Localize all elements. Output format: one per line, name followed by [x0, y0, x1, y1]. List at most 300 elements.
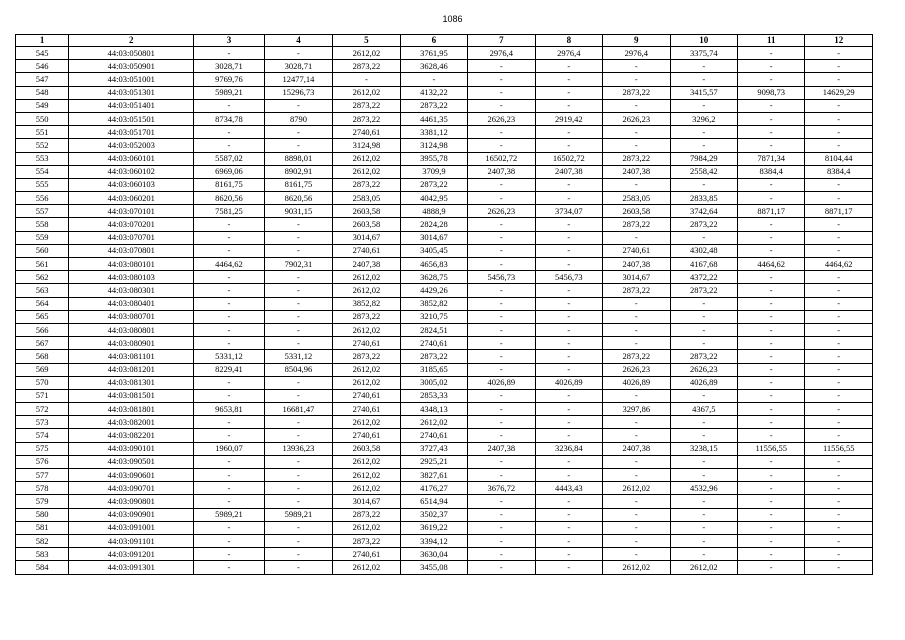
- table-cell: 2873,22: [670, 284, 737, 297]
- table-cell: 44:03:051501: [69, 112, 194, 125]
- table-cell: -: [535, 231, 602, 244]
- table-cell: 554: [16, 165, 69, 178]
- table-cell: 2873,22: [333, 508, 400, 521]
- table-cell: -: [535, 192, 602, 205]
- table-cell: -: [737, 60, 804, 73]
- table-body: [16, 47, 873, 575]
- table-cell: -: [468, 231, 535, 244]
- table-cell: 8898,01: [264, 152, 332, 165]
- table-cell: -: [535, 548, 602, 561]
- table-cell: 3014,67: [400, 231, 467, 244]
- table-cell: -: [805, 521, 873, 534]
- table-cell: 4042,95: [400, 192, 467, 205]
- table-cell: -: [805, 112, 873, 125]
- table-row: [16, 442, 873, 455]
- table-cell: -: [264, 548, 332, 561]
- table-cell: 4026,89: [603, 376, 670, 389]
- table-cell: -: [194, 548, 264, 561]
- table-cell: -: [194, 521, 264, 534]
- table-cell: -: [805, 231, 873, 244]
- table-cell: -: [805, 139, 873, 152]
- table-cell: 2612,02: [603, 561, 670, 574]
- table-cell: -: [737, 455, 804, 468]
- table-cell: 3014,67: [333, 495, 400, 508]
- table-row: [16, 376, 873, 389]
- table-cell: -: [264, 126, 332, 139]
- table-cell: -: [333, 73, 400, 86]
- column-header: 2: [69, 35, 194, 47]
- table-cell: -: [194, 495, 264, 508]
- table-cell: 2873,22: [333, 310, 400, 323]
- table-cell: 3210,75: [400, 310, 467, 323]
- table-row: [16, 73, 873, 86]
- table-cell: 44:03:070801: [69, 244, 194, 257]
- table-cell: 1960,07: [194, 442, 264, 455]
- table-cell: 44:03:060101: [69, 152, 194, 165]
- table-cell: 2612,02: [333, 323, 400, 336]
- table-cell: 3394,12: [400, 534, 467, 547]
- table-cell: 563: [16, 284, 69, 297]
- table-cell: 44:03:081501: [69, 389, 194, 402]
- table-cell: -: [194, 416, 264, 429]
- table-cell: 580: [16, 508, 69, 521]
- table-cell: 4372,22: [670, 271, 737, 284]
- table-cell: -: [535, 508, 602, 521]
- table-cell: -: [194, 284, 264, 297]
- table-cell: -: [737, 323, 804, 336]
- table-cell: 3124,98: [400, 139, 467, 152]
- table-cell: 8620,56: [194, 192, 264, 205]
- table-cell: 7871,34: [737, 152, 804, 165]
- table-cell: -: [805, 297, 873, 310]
- table-cell: -: [264, 284, 332, 297]
- table-cell: -: [805, 310, 873, 323]
- table-cell: -: [264, 337, 332, 350]
- table-cell: -: [737, 271, 804, 284]
- table-cell: 2740,61: [333, 389, 400, 402]
- table-cell: 3185,65: [400, 363, 467, 376]
- table-cell: 6514,94: [400, 495, 467, 508]
- table-cell: -: [468, 337, 535, 350]
- table-cell: 13936,23: [264, 442, 332, 455]
- table-cell: -: [670, 455, 737, 468]
- table-cell: -: [737, 73, 804, 86]
- table-cell: -: [264, 416, 332, 429]
- table-cell: 4656,83: [400, 258, 467, 271]
- table-cell: -: [603, 455, 670, 468]
- table-cell: -: [264, 469, 332, 482]
- table-cell: -: [603, 416, 670, 429]
- table-cell: -: [603, 73, 670, 86]
- table-cell: -: [603, 469, 670, 482]
- table-cell: 2612,02: [333, 363, 400, 376]
- table-cell: -: [535, 323, 602, 336]
- table-cell: 44:03:051301: [69, 86, 194, 99]
- table-row: [16, 495, 873, 508]
- table-cell: 3005,02: [400, 376, 467, 389]
- table-cell: -: [603, 429, 670, 442]
- table-cell: 2740,61: [333, 429, 400, 442]
- table-row: [16, 403, 873, 416]
- table-cell: -: [264, 231, 332, 244]
- column-header: 1: [16, 35, 69, 47]
- table-cell: 3014,67: [603, 271, 670, 284]
- table-cell: 573: [16, 416, 69, 429]
- column-header: 7: [468, 35, 535, 47]
- table-cell: 583: [16, 548, 69, 561]
- table-row: [16, 231, 873, 244]
- table-cell: -: [805, 244, 873, 257]
- table-cell: -: [194, 376, 264, 389]
- table-cell: -: [670, 508, 737, 521]
- table-cell: -: [264, 482, 332, 495]
- table-cell: 552: [16, 139, 69, 152]
- table-row: [16, 47, 873, 60]
- table-cell: -: [194, 218, 264, 231]
- table-cell: 566: [16, 323, 69, 336]
- column-header: 8: [535, 35, 602, 47]
- table-cell: 2833,85: [670, 192, 737, 205]
- column-header: 6: [400, 35, 467, 47]
- table-cell: -: [603, 99, 670, 112]
- table-cell: 44:03:082001: [69, 416, 194, 429]
- table-cell: 3628,46: [400, 60, 467, 73]
- table-cell: -: [737, 403, 804, 416]
- table-cell: -: [468, 126, 535, 139]
- table-cell: -: [535, 297, 602, 310]
- table-cell: -: [805, 337, 873, 350]
- table-cell: -: [805, 482, 873, 495]
- table-cell: 2407,38: [603, 258, 670, 271]
- table-cell: -: [194, 47, 264, 60]
- table-cell: 44:03:080701: [69, 310, 194, 323]
- table-cell: -: [670, 469, 737, 482]
- table-cell: -: [737, 231, 804, 244]
- table-cell: 15296,73: [264, 86, 332, 99]
- table-cell: 3381,12: [400, 126, 467, 139]
- table-cell: -: [737, 429, 804, 442]
- table-cell: 44:03:070201: [69, 218, 194, 231]
- table-cell: 572: [16, 403, 69, 416]
- column-header: 10: [670, 35, 737, 47]
- table-cell: -: [737, 548, 804, 561]
- table-cell: 12477,14: [264, 73, 332, 86]
- table-cell: 8161,75: [264, 178, 332, 191]
- table-cell: -: [603, 521, 670, 534]
- table-cell: 4367,5: [670, 403, 737, 416]
- table-cell: 559: [16, 231, 69, 244]
- table-cell: -: [805, 218, 873, 231]
- table-cell: 3502,37: [400, 508, 467, 521]
- table-cell: -: [805, 561, 873, 574]
- table-row: [16, 469, 873, 482]
- table-cell: 8871,17: [737, 205, 804, 218]
- table-cell: 581: [16, 521, 69, 534]
- table-cell: -: [805, 389, 873, 402]
- table-cell: -: [670, 310, 737, 323]
- table-cell: 2976,4: [603, 47, 670, 60]
- table-cell: 564: [16, 297, 69, 310]
- table-cell: -: [194, 389, 264, 402]
- table-cell: 8734,78: [194, 112, 264, 125]
- table-cell: 4443,43: [535, 482, 602, 495]
- table-cell: 44:03:090601: [69, 469, 194, 482]
- table-cell: 2612,02: [333, 86, 400, 99]
- table-cell: 4026,89: [535, 376, 602, 389]
- table-cell: 3852,82: [400, 297, 467, 310]
- table-cell: 44:03:082201: [69, 429, 194, 442]
- table-cell: -: [535, 363, 602, 376]
- table-cell: 551: [16, 126, 69, 139]
- table-cell: 562: [16, 271, 69, 284]
- table-cell: 2407,38: [468, 442, 535, 455]
- table-cell: 3014,67: [333, 231, 400, 244]
- table-cell: 8871,17: [805, 205, 873, 218]
- table-cell: -: [737, 244, 804, 257]
- table-cell: 2558,42: [670, 165, 737, 178]
- table-cell: -: [805, 350, 873, 363]
- table-cell: 2612,02: [333, 455, 400, 468]
- table-row: [16, 416, 873, 429]
- table-cell: 44:03:091001: [69, 521, 194, 534]
- table-cell: 2824,28: [400, 218, 467, 231]
- table-cell: -: [737, 363, 804, 376]
- table-cell: 2612,02: [333, 376, 400, 389]
- table-row: [16, 165, 873, 178]
- table-cell: 2976,4: [535, 47, 602, 60]
- table-cell: 44:03:090501: [69, 455, 194, 468]
- table-cell: 11556,55: [805, 442, 873, 455]
- table-row: [16, 310, 873, 323]
- table-row: [16, 112, 873, 125]
- table-cell: -: [468, 284, 535, 297]
- table-cell: 2919,42: [535, 112, 602, 125]
- table-cell: -: [670, 297, 737, 310]
- table-cell: -: [670, 337, 737, 350]
- table-cell: 3297,86: [603, 403, 670, 416]
- table-cell: 2824,51: [400, 323, 467, 336]
- table-cell: 16681,47: [264, 403, 332, 416]
- table-cell: -: [737, 534, 804, 547]
- table-cell: 2407,38: [603, 442, 670, 455]
- table-cell: 4532,96: [670, 482, 737, 495]
- table-cell: -: [194, 429, 264, 442]
- table-cell: -: [264, 310, 332, 323]
- table-cell: -: [468, 469, 535, 482]
- table-cell: 44:03:060103: [69, 178, 194, 191]
- table-cell: -: [535, 495, 602, 508]
- table-cell: 2583,05: [603, 192, 670, 205]
- table-cell: -: [737, 469, 804, 482]
- table-row: [16, 86, 873, 99]
- table-cell: -: [603, 534, 670, 547]
- table-cell: -: [535, 126, 602, 139]
- table-cell: -: [805, 416, 873, 429]
- table-cell: -: [805, 60, 873, 73]
- table-cell: 2873,22: [333, 534, 400, 547]
- table-cell: 4302,48: [670, 244, 737, 257]
- table-cell: -: [535, 73, 602, 86]
- table-cell: -: [535, 469, 602, 482]
- table-cell: -: [670, 99, 737, 112]
- table-cell: 577: [16, 469, 69, 482]
- table-row: [16, 271, 873, 284]
- table-cell: -: [737, 178, 804, 191]
- table-cell: -: [264, 271, 332, 284]
- table-cell: 5989,21: [194, 86, 264, 99]
- table-cell: 2873,22: [670, 218, 737, 231]
- table-cell: -: [805, 271, 873, 284]
- table-cell: 2626,23: [670, 363, 737, 376]
- table-cell: -: [670, 126, 737, 139]
- table-row: [16, 534, 873, 547]
- table-cell: 2612,02: [333, 284, 400, 297]
- table-row: [16, 521, 873, 534]
- table-cell: -: [670, 389, 737, 402]
- table-cell: 546: [16, 60, 69, 73]
- table-cell: 4888,9: [400, 205, 467, 218]
- table-cell: 2740,61: [333, 403, 400, 416]
- table-cell: -: [603, 323, 670, 336]
- table-cell: 549: [16, 99, 69, 112]
- table-cell: -: [603, 297, 670, 310]
- table-cell: 571: [16, 389, 69, 402]
- table-cell: -: [670, 416, 737, 429]
- column-header: 3: [194, 35, 264, 47]
- table-cell: -: [468, 403, 535, 416]
- table-cell: -: [194, 469, 264, 482]
- table-cell: 16502,72: [468, 152, 535, 165]
- table-cell: -: [194, 244, 264, 257]
- table-cell: -: [535, 86, 602, 99]
- table-cell: 2603,58: [333, 442, 400, 455]
- table-row: [16, 337, 873, 350]
- table-cell: -: [468, 258, 535, 271]
- table-cell: -: [805, 469, 873, 482]
- table-cell: 575: [16, 442, 69, 455]
- table-row: [16, 363, 873, 376]
- table-cell: 5989,21: [194, 508, 264, 521]
- table-cell: 44:03:060102: [69, 165, 194, 178]
- table-cell: -: [805, 495, 873, 508]
- table-cell: 4464,62: [737, 258, 804, 271]
- table-cell: 558: [16, 218, 69, 231]
- table-cell: -: [805, 178, 873, 191]
- table-cell: 556: [16, 192, 69, 205]
- table-row: [16, 205, 873, 218]
- table-cell: -: [264, 323, 332, 336]
- table-cell: -: [264, 297, 332, 310]
- table-cell: 44:03:050901: [69, 60, 194, 73]
- table-cell: -: [468, 99, 535, 112]
- table-cell: 3375,74: [670, 47, 737, 60]
- column-header: 4: [264, 35, 332, 47]
- table-cell: -: [194, 337, 264, 350]
- table-cell: -: [737, 416, 804, 429]
- table-cell: 2873,22: [333, 60, 400, 73]
- table-cell: -: [737, 218, 804, 231]
- table-cell: 3955,78: [400, 152, 467, 165]
- table-cell: -: [535, 429, 602, 442]
- table-cell: -: [805, 534, 873, 547]
- table-cell: -: [535, 455, 602, 468]
- table-cell: -: [737, 112, 804, 125]
- table-cell: -: [737, 350, 804, 363]
- table-cell: 8384,4: [805, 165, 873, 178]
- table-cell: -: [535, 218, 602, 231]
- table-cell: -: [468, 323, 535, 336]
- table-cell: 2612,02: [333, 47, 400, 60]
- table-cell: -: [535, 244, 602, 257]
- table-cell: 2626,23: [468, 205, 535, 218]
- table-cell: 2407,38: [468, 165, 535, 178]
- table-cell: 3028,71: [194, 60, 264, 73]
- table-cell: 4026,89: [670, 376, 737, 389]
- column-header: 12: [805, 35, 873, 47]
- table-cell: 2407,38: [603, 165, 670, 178]
- table-cell: -: [670, 60, 737, 73]
- table-row: [16, 548, 873, 561]
- table-row: [16, 126, 873, 139]
- table-cell: -: [603, 178, 670, 191]
- table-cell: -: [535, 310, 602, 323]
- table-cell: 4132,22: [400, 86, 467, 99]
- table-cell: 7581,25: [194, 205, 264, 218]
- table-cell: 44:03:051701: [69, 126, 194, 139]
- table-cell: -: [468, 521, 535, 534]
- table-cell: 8790: [264, 112, 332, 125]
- table-cell: -: [468, 429, 535, 442]
- table-cell: -: [805, 99, 873, 112]
- table-cell: 2873,22: [400, 178, 467, 191]
- table-cell: -: [535, 178, 602, 191]
- table-cell: -: [264, 376, 332, 389]
- table-cell: 3727,43: [400, 442, 467, 455]
- table-cell: 561: [16, 258, 69, 271]
- table-cell: -: [468, 297, 535, 310]
- table-cell: -: [535, 416, 602, 429]
- table-cell: -: [670, 231, 737, 244]
- table-cell: -: [194, 561, 264, 574]
- table-cell: -: [194, 534, 264, 547]
- table-row: [16, 297, 873, 310]
- table-cell: -: [737, 495, 804, 508]
- table-cell: -: [468, 455, 535, 468]
- table-cell: 2612,02: [333, 152, 400, 165]
- table-cell: 3405,45: [400, 244, 467, 257]
- table-cell: -: [737, 508, 804, 521]
- table-cell: -: [468, 363, 535, 376]
- table-cell: 5456,73: [535, 271, 602, 284]
- table-cell: 2612,02: [603, 482, 670, 495]
- table-cell: 16502,72: [535, 152, 602, 165]
- table-cell: 2603,58: [333, 218, 400, 231]
- table-cell: -: [468, 139, 535, 152]
- table-cell: 3415,57: [670, 86, 737, 99]
- table-header: [16, 35, 873, 47]
- table-cell: 8384,4: [737, 165, 804, 178]
- table-cell: 44:03:080801: [69, 323, 194, 336]
- table-cell: -: [737, 192, 804, 205]
- table-cell: 44:03:070701: [69, 231, 194, 244]
- table-cell: -: [805, 363, 873, 376]
- table-cell: 2612,02: [333, 482, 400, 495]
- table-cell: 44:03:091301: [69, 561, 194, 574]
- table-cell: -: [535, 561, 602, 574]
- table-cell: -: [194, 126, 264, 139]
- table-cell: 2740,61: [603, 244, 670, 257]
- table-cell: 4429,26: [400, 284, 467, 297]
